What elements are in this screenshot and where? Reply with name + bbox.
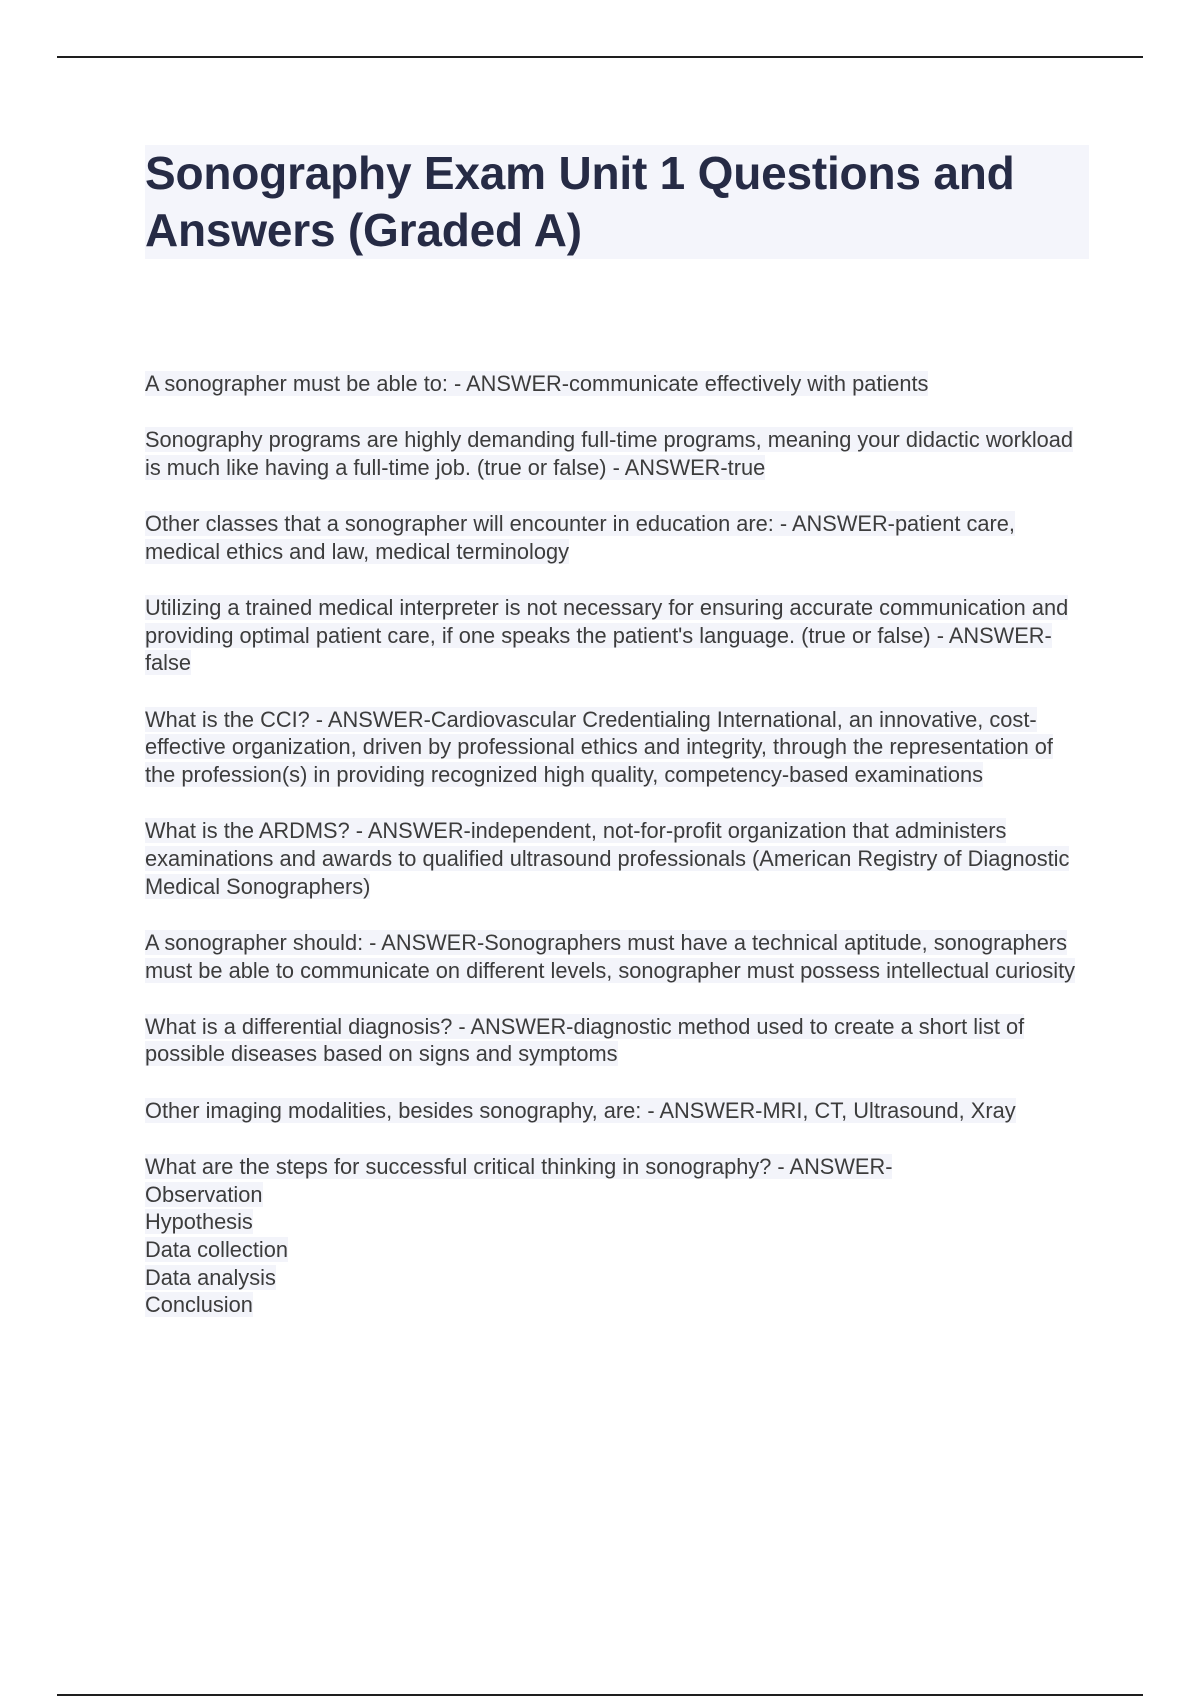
page-title: Sonography Exam Unit 1 Questions and Answers (Graded A) [145, 145, 1089, 259]
qa-item: A sonographer should: - ANSWER-Sonographers must have a technical aptitude, sonographers must be able to communicate on different levels, sonographer must possess intellectual curiosity [145, 929, 1076, 983]
qa-item: Other classes that a sonographer will encounter in education are: - ANSWER-patient care, medical ethics and law, medical terminology [145, 511, 1015, 564]
qa-list [145, 370, 1089, 1319]
qa-item: A sonographer must be able to: - ANSWER-communicate effectively with patients [145, 371, 929, 396]
footer-rule [57, 1694, 1143, 1696]
qa-item: What are the steps for successful critical thinking in sonography? - ANSWER- Observation Hypothesis Data collection Data analysis Conclusion [145, 1153, 893, 1318]
qa-item: Sonography programs are highly demanding full-time programs, meaning your didactic workload is much like having a full-time job. (true or false) - ANSWER-true [145, 427, 1074, 480]
qa-item: What is the ARDMS? - ANSWER-independent, not-for-profit organization that administers examinations and awards to qualified ultrasound professionals (American Registry of Diagnostic Medical Sonographers) [145, 818, 1070, 899]
qa-item: What is the CCI? - ANSWER-Cardiovascular Credentialing International, an innovative, cost-effective organization, driven by professional ethics and integrity, through the representation of the profession(s) in providing recognized high quality, competency-based examinations [145, 706, 1053, 788]
qa-item: Utilizing a trained medical interpreter is not necessary for ensuring accurate communication and providing optimal patient care, if one speaks the patient's language. (true or false) - ANSWER-false [145, 595, 1069, 676]
qa-item: What is a differential diagnosis? - ANSWER-diagnostic method used to create a short list of possible diseases based on signs and symptoms [145, 1013, 1025, 1067]
document-body [145, 145, 1089, 1348]
qa-item: Other imaging modalities, besides sonography, are: - ANSWER-MRI, CT, Ultrasound, Xray [145, 1097, 1016, 1123]
header-rule [57, 56, 1143, 58]
